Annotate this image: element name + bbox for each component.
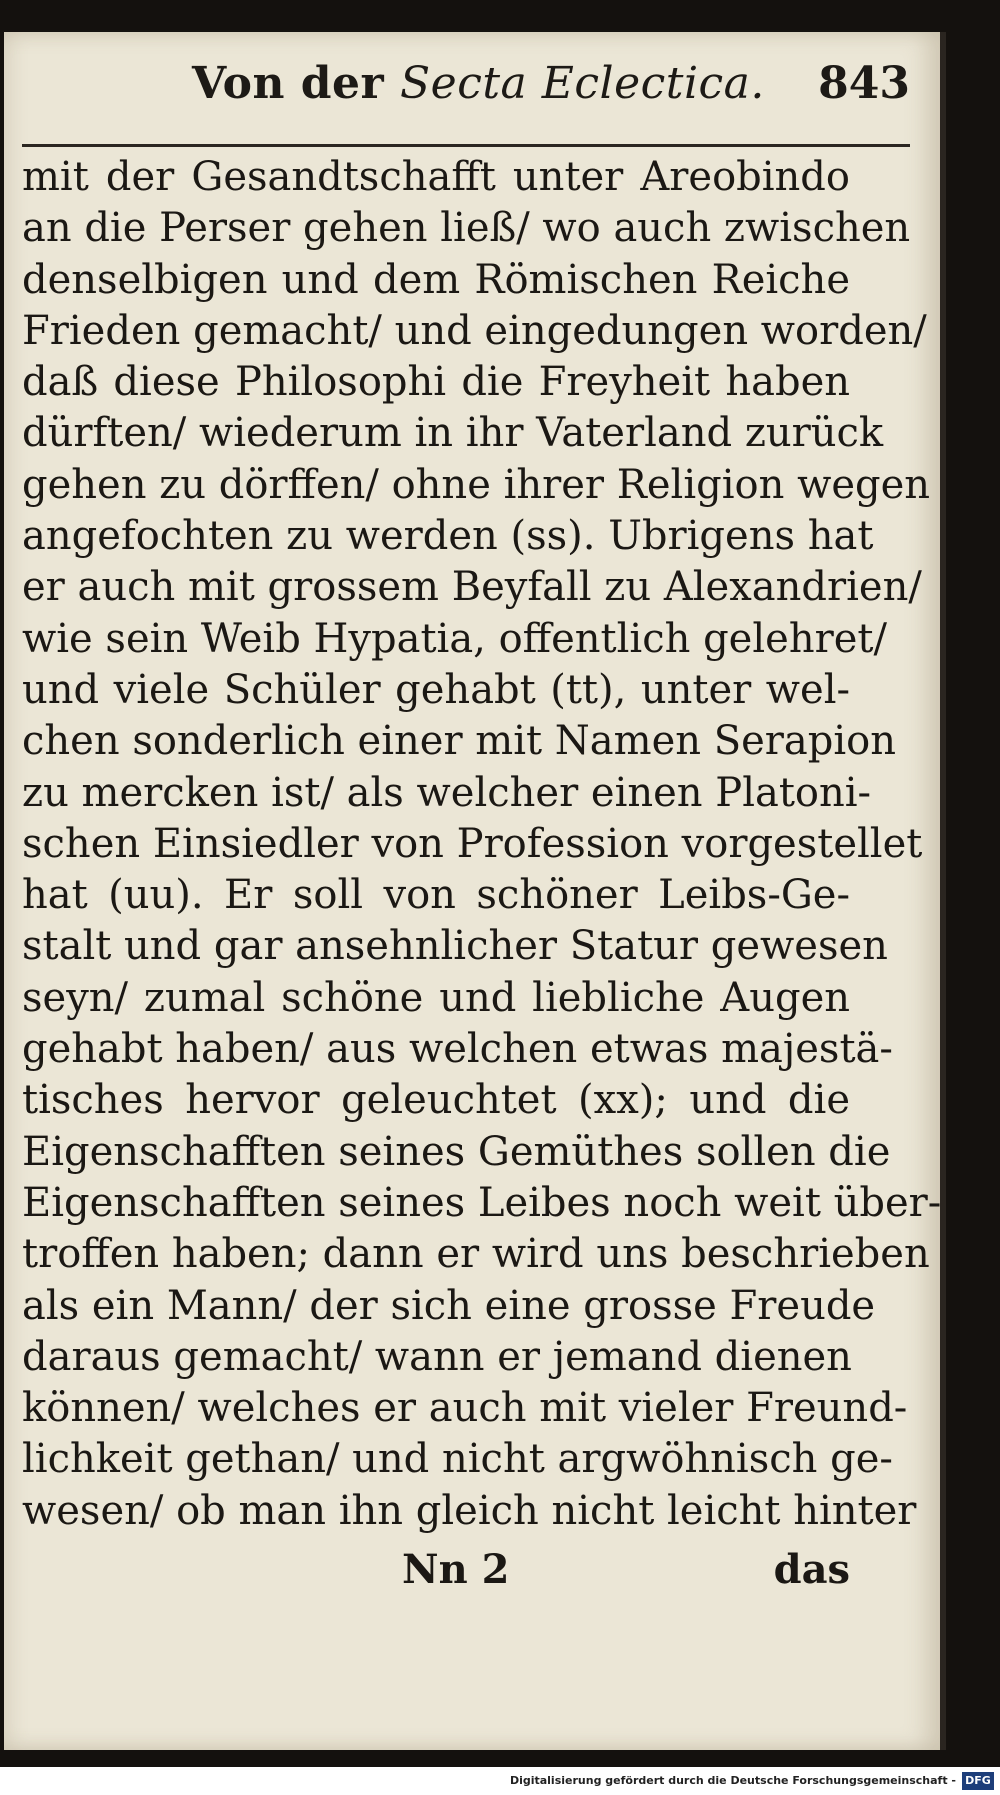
text-line: tisches hervor geleuchtet (xx); und die bbox=[22, 1077, 850, 1124]
running-head bbox=[192, 58, 765, 109]
text-line: denselbigen und dem Römischen Reiche bbox=[22, 256, 850, 303]
text-line: angefochten zu werden (ss). Ubrigens hat bbox=[22, 513, 874, 560]
text-line: Frieden gemacht/ und eingedungen worden/ bbox=[22, 307, 927, 354]
text-line: hat (uu). Er soll von schöner Leibs-Ge- bbox=[22, 872, 850, 919]
text-line: als ein Mann/ der sich eine grosse Freude bbox=[22, 1282, 876, 1329]
text-line: wesen/ ob man ihn gleich nicht leicht hinter bbox=[22, 1487, 917, 1534]
signature-mark: Nn 2 bbox=[402, 1546, 510, 1593]
text-line: er auch mit grossem Beyfall zu Alexandrien/ bbox=[22, 564, 922, 611]
dfg-logo-icon: DFG bbox=[962, 1772, 994, 1790]
text-line: chen sonderlich einer mit Namen Serapion bbox=[22, 718, 897, 765]
credit-text: Digitalisierung gefördert durch die Deutsche Forschungsgemeinschaft - bbox=[509, 1774, 956, 1787]
text-line: können/ welches er auch mit vieler Freund- bbox=[22, 1385, 908, 1432]
text-line: daß diese Philosophi die Freyheit haben bbox=[22, 359, 850, 406]
text-line: lichkeit gethan/ und nicht argwöhnisch ge- bbox=[22, 1436, 893, 1483]
running-head-latin: Secta Eclectica. bbox=[400, 58, 765, 109]
page-header bbox=[22, 52, 910, 114]
text-line: zu mercken ist/ als welcher einen Platoni- bbox=[22, 769, 872, 816]
text-line: troffen haben; dann er wird uns beschrieben bbox=[22, 1231, 930, 1278]
running-head-german: Von der bbox=[192, 58, 401, 109]
text-line: mit der Gesandtschafft unter Areobindo bbox=[22, 154, 850, 200]
text-line: schen Einsiedler von Profession vorgestellet bbox=[22, 820, 923, 867]
text-line: dürften/ wiederum in ihr Vaterland zurück bbox=[22, 410, 884, 457]
text-line: daraus gemacht/ wann er jemand dienen bbox=[22, 1333, 852, 1380]
page-footer bbox=[22, 1546, 850, 1598]
text-line: an die Perser gehen ließ/ wo auch zwischen bbox=[22, 205, 911, 252]
text-line: Eigenschafften seines Gemüthes sollen die bbox=[22, 1128, 891, 1175]
header-rule bbox=[22, 144, 910, 147]
page-number: 843 bbox=[818, 58, 910, 109]
text-line: Eigenschafften seines Leibes noch weit über- bbox=[22, 1179, 942, 1226]
digitization-credit-bar bbox=[0, 1767, 1000, 1795]
body-text bbox=[22, 152, 942, 1537]
text-line: stalt und gar ansehnlicher Statur gewesen bbox=[22, 923, 888, 970]
text-line: seyn/ zumal schöne und liebliche Augen bbox=[22, 974, 850, 1021]
text-line: gehen zu dörffen/ ohne ihrer Religion wegen bbox=[22, 461, 931, 508]
text-line: wie sein Weib Hypatia, offentlich gelehret/ bbox=[22, 615, 887, 662]
catchword: das bbox=[773, 1546, 850, 1593]
text-line: und viele Schüler gehabt (tt), unter wel- bbox=[22, 666, 850, 713]
text-line: gehabt haben/ aus welchen etwas majestä- bbox=[22, 1026, 893, 1073]
